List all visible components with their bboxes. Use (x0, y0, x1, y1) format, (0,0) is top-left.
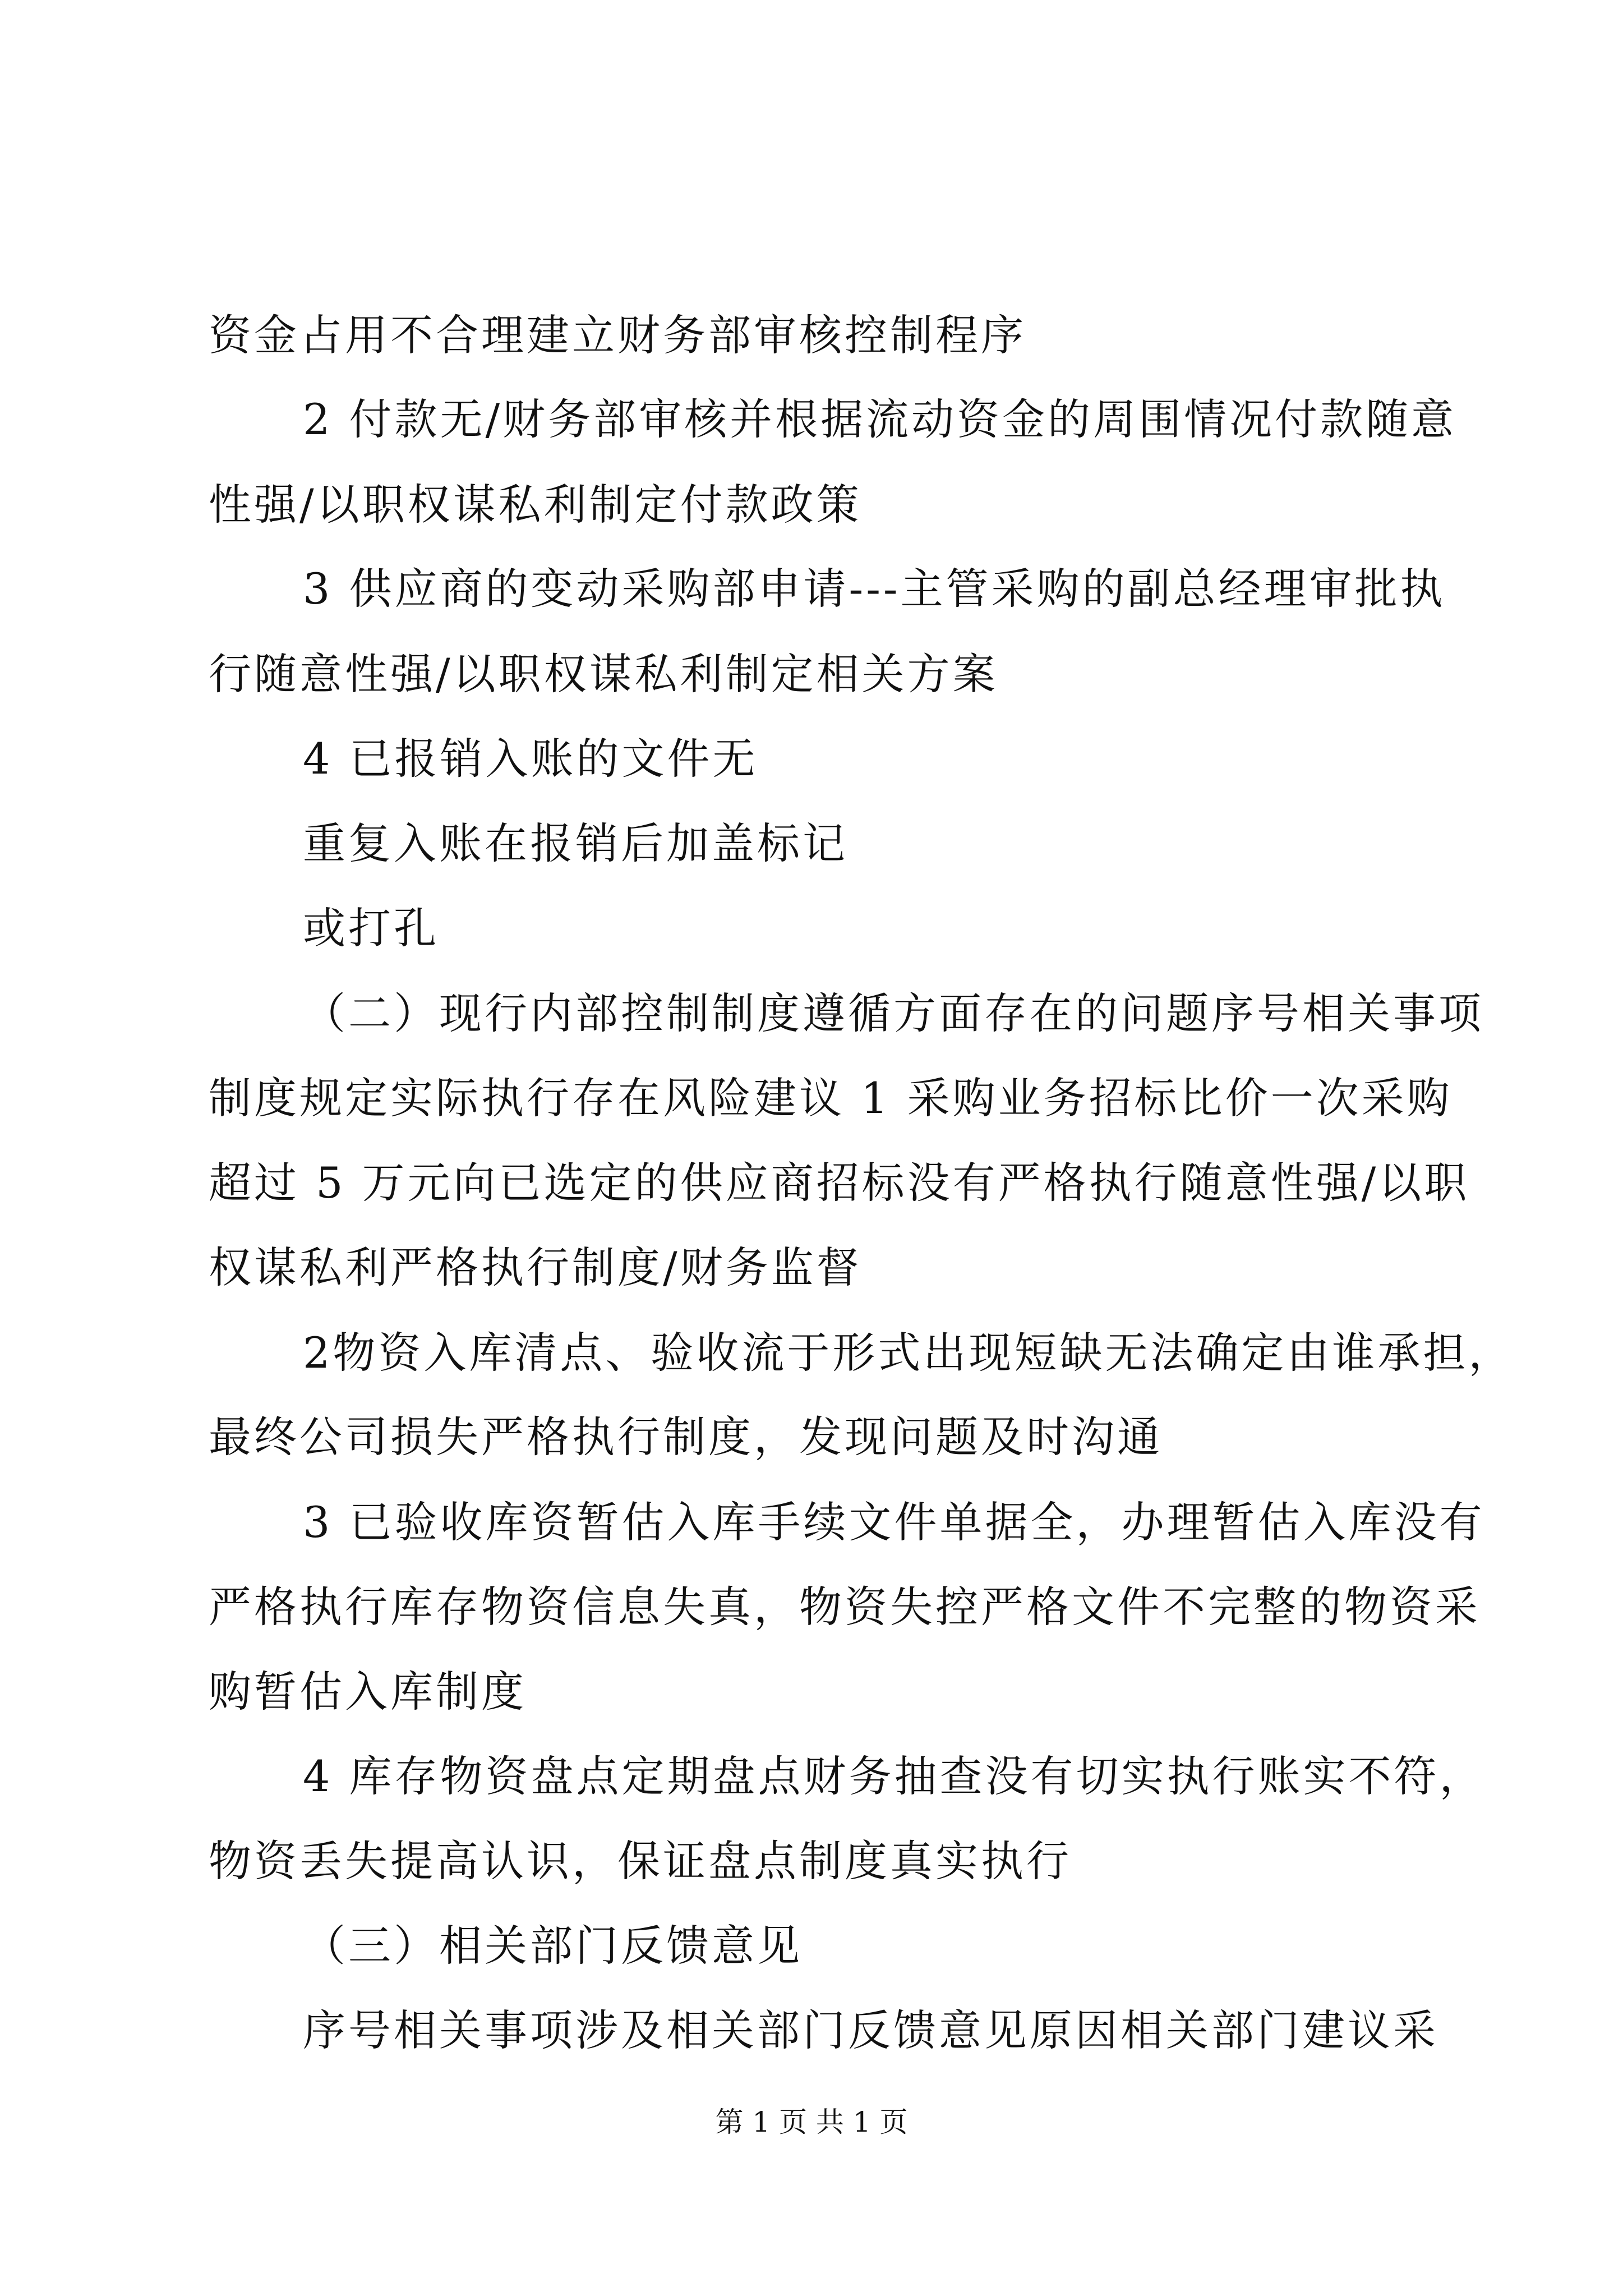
text-line-1: 资金占用不合理建立财务部审核控制程序 (209, 310, 1026, 360)
text-line-16: 严格执行库存物资信息失真，物资失控严格文件不完整的物资采 (209, 1582, 1481, 1632)
text-line-8: 或打孔 (303, 903, 439, 953)
text-line-13: 2物资入库清点、验收流于形式出现短缺无法确定由谁承担， (303, 1328, 1514, 1378)
text-line-2: 2 付款无/财务部审核并根据流动资金的周围情况付款随意 (303, 394, 1457, 444)
page-footer: 第 1 页 共 1 页 (715, 2106, 908, 2138)
text-line-19: 物资丢失提高认识，保证盘点制度真实执行 (209, 1836, 1072, 1886)
text-line-15: 3 已验收库资暂估入库手续文件单据全，办理暂估入库没有 (303, 1497, 1485, 1547)
section-heading-2: （二）现行内部控制制度遵循方面存在的问题序号相关事项 (303, 988, 1484, 1038)
text-line-7: 重复入账在报销后加盖标记 (303, 818, 848, 868)
text-line-21: 序号相关事项涉及相关部门反馈意见原因相关部门建议采 (303, 2005, 1438, 2055)
text-line-18: 4 库存物资盘点定期盘点财务抽查没有切实执行账实不符， (303, 1751, 1485, 1801)
section-heading-3: （三）相关部门反馈意见 (303, 1921, 803, 1971)
text-line-10: 制度规定实际执行存在风险建议 1 采购业务招标比价一次采购 (209, 1073, 1453, 1123)
text-line-11: 超过 5 万元向已选定的供应商招标没有严格执行随意性强/以职 (209, 1158, 1470, 1208)
text-line-14: 最终公司损失严格执行制度，发现问题及时沟通 (209, 1412, 1163, 1462)
text-line-17: 购暂估入库制度 (209, 1667, 527, 1717)
text-line-5: 行随意性强/以职权谋私利制定相关方案 (209, 649, 998, 699)
text-line-12: 权谋私利严格执行制度/财务监督 (209, 1243, 862, 1292)
text-line-3: 性强/以职权谋私利制定付款政策 (209, 480, 862, 530)
text-line-4: 3 供应商的变动采购部申请---主管采购的副总经理审批执 (303, 564, 1446, 614)
text-line-6: 4 已报销入账的文件无 (303, 734, 758, 784)
